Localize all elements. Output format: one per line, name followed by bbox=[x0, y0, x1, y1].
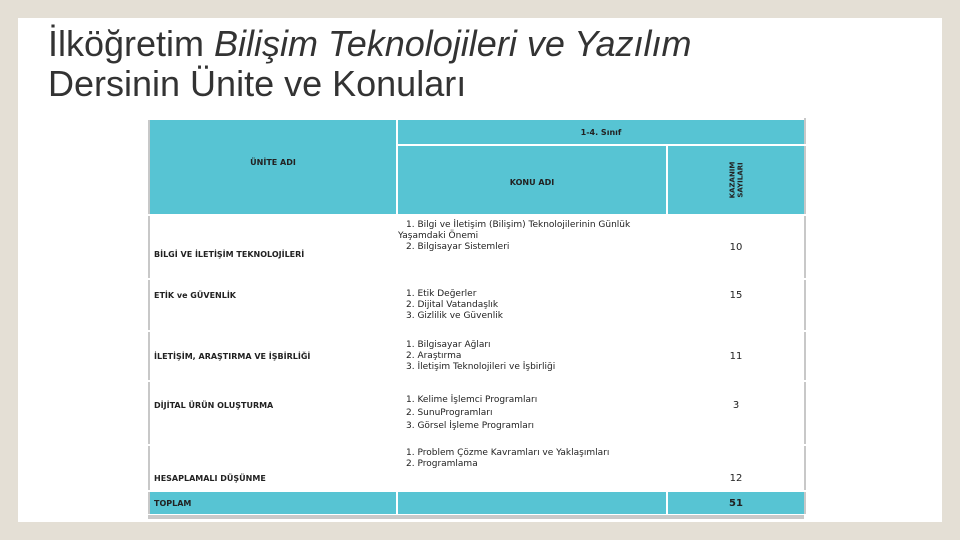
outcome-count: 15 bbox=[667, 279, 805, 331]
outcome-count: 11 bbox=[667, 331, 805, 381]
outcome-count: 12 bbox=[667, 445, 805, 491]
title-line-1-plain: İlköğretim bbox=[48, 23, 215, 64]
topic-item: 1. Kelime İşlemci Programları bbox=[406, 395, 538, 405]
table-row bbox=[149, 381, 805, 445]
topic-item: 3. Görsel İşleme Programları bbox=[406, 421, 534, 431]
total-value: 51 bbox=[667, 491, 805, 515]
topic-list bbox=[397, 279, 667, 331]
slide-title bbox=[48, 24, 848, 104]
table-bottom-border bbox=[148, 515, 804, 519]
unit-name: BİLGİ VE İLETİŞİM TEKNOLOJİLERİ bbox=[149, 215, 397, 279]
unit-name: ETİK ve GÜVENLİK bbox=[149, 279, 397, 331]
topic-list bbox=[397, 381, 667, 445]
count-header-line-2: SAYILARI bbox=[736, 161, 745, 198]
topic-item: 3. Gizlilik ve Güvenlik bbox=[406, 310, 503, 321]
title-line-1 bbox=[48, 24, 848, 64]
topic-list bbox=[397, 445, 667, 491]
units-table bbox=[148, 118, 806, 516]
topic-item: 2. Araştırma bbox=[406, 350, 462, 361]
unit-header: ÜNİTE ADI bbox=[250, 157, 296, 167]
topic-item: 2. Bilgisayar Sistemleri bbox=[406, 242, 510, 252]
total-label: TOPLAM bbox=[149, 491, 397, 515]
title-line-2: Dersinin Ünite ve Konuları bbox=[48, 63, 467, 104]
unit-name: DİJİTAL ÜRÜN OLUŞTURMA bbox=[149, 381, 397, 445]
title-line-1-italic: Bilişim Teknolojileri ve Yazılım bbox=[214, 23, 692, 64]
units-table-container bbox=[148, 118, 804, 516]
topic-list bbox=[397, 215, 667, 279]
topic-list bbox=[397, 331, 667, 381]
topic-item: 1. Bilgi ve İletişim (Bilişim) Teknolojilerinin Günlük bbox=[406, 220, 631, 230]
total-row bbox=[149, 491, 805, 515]
grade-header: 1-4. Sınıf bbox=[397, 119, 805, 145]
unit-name: HESAPLAMALI DÜŞÜNME bbox=[149, 445, 397, 491]
table-row bbox=[149, 445, 805, 491]
unit-name: İLETİŞİM, ARAŞTIRMA VE İŞBİRLİĞİ bbox=[149, 331, 397, 381]
count-header-line-1: KAZANIM bbox=[728, 161, 737, 198]
outcome-count: 10 bbox=[667, 215, 805, 279]
topic-item: 3. İletişim Teknolojileri ve İşbirliği bbox=[406, 361, 556, 372]
topic-item: 2. Programlama bbox=[406, 459, 478, 469]
topic-item: 1. Bilgisayar Ağları bbox=[406, 339, 491, 350]
table-header-row-1 bbox=[149, 119, 805, 145]
table-row bbox=[149, 279, 805, 331]
outcome-count: 3 bbox=[667, 381, 805, 445]
table-row bbox=[149, 331, 805, 381]
topic-item: Yaşamdaki Önemi bbox=[398, 231, 479, 241]
topic-header: KONU ADI bbox=[397, 145, 667, 215]
count-header bbox=[728, 161, 744, 198]
topic-item: 2. SunuProgramları bbox=[406, 408, 493, 418]
topic-item: 1. Etik Değerler bbox=[406, 288, 477, 299]
topic-item: 2. Dijital Vatandaşlık bbox=[406, 299, 499, 310]
topic-item: 1. Problem Çözme Kavramları ve Yaklaşımları bbox=[406, 448, 610, 458]
table-row bbox=[149, 215, 805, 279]
